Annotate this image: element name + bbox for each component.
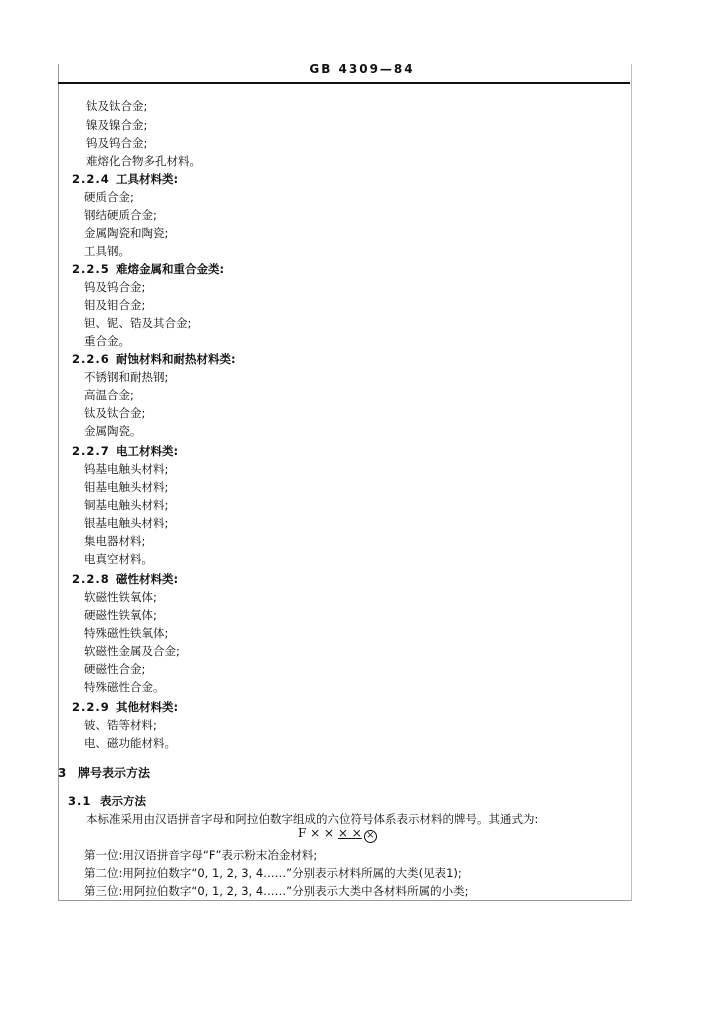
list-item: 工具钢。 [84,244,130,258]
list-item: 钛及钛合金; [84,406,146,420]
section-title: 耐蚀材料和耐热材料类: [116,352,236,366]
section-title: 其他材料类: [116,700,179,714]
list-item: 软磁性铁氧体; [84,590,157,604]
circled-x-symbol: × [364,830,377,843]
standard-number: GB 4309—84 [309,62,415,76]
list-item: 特殊磁性合金。 [84,680,165,694]
position-rule: 第三位:用阿拉伯数字“0, 1, 2, 3, 4……”分别表示大类中各材料所属的小类; [84,884,469,898]
list-item: 银基电触头材料; [84,516,169,530]
list-item: 钨及钨合金; [86,136,148,150]
section-number: 2.2.6 [72,352,110,366]
list-item: 铍、锆等材料; [84,718,157,732]
list-item: 不锈钢和耐热钢; [84,370,169,384]
position-rule: 第一位:用汉语拼音字母“F”表示粉末冶金材料; [84,848,318,862]
section-heading [72,442,178,460]
list-item: 钽、铌、锆及其合金; [84,316,192,330]
list-item: 重合金。 [84,334,130,348]
list-item: 钼及钼合金; [84,298,146,312]
formula-underlined: × × [337,826,362,840]
list-item: 钨基电触头材料; [84,462,169,476]
list-item: 高温合金; [84,388,134,402]
list-item: 硬磁性合金; [84,662,146,676]
chapter-title: 牌号表示方法 [78,766,151,780]
section-heading [72,698,178,716]
formula-lead: F × × [298,826,338,840]
list-item: 难熔化合物多孔材料。 [86,154,201,168]
section-number: 2.2.7 [72,444,110,458]
chapter-number: 3 [58,766,67,780]
section-heading [72,260,224,278]
section-heading [72,170,178,188]
list-item: 电真空材料。 [84,552,153,566]
section-title: 工具材料类: [116,172,179,186]
position-rule: 第二位:用阿拉伯数字“0, 1, 2, 3, 4……”分别表示材料所属的大类(见表1); [84,866,462,880]
section-heading [68,792,146,810]
section-number: 2.2.8 [72,572,110,586]
section-number: 2.2.9 [72,700,110,714]
section-number: 2.2.5 [72,262,110,276]
section-number: 3.1 [68,794,92,808]
list-item: 钼基电触头材料; [84,480,169,494]
list-item: 镍及镍合金; [86,118,148,132]
list-item: 特殊磁性铁氧体; [84,626,169,640]
chapter-heading [58,764,150,782]
section-title: 表示方法 [100,794,146,808]
list-item: 金属陶瓷。 [84,424,142,438]
section-title: 电工材料类: [116,444,179,458]
section-title: 磁性材料类: [116,572,179,586]
list-item: 集电器材料; [84,534,146,548]
section-heading [72,350,236,368]
header-rule [58,82,630,84]
list-item: 铜基电触头材料; [84,498,169,512]
list-item: 电、磁功能材料。 [84,736,176,750]
list-item: 钛及钛合金; [86,99,148,113]
list-item: 软磁性金属及合金; [84,644,180,658]
list-item: 硬磁性铁氧体; [84,608,157,622]
section-heading [72,570,178,588]
list-item: 硬质合金; [84,190,134,204]
list-item: 钢结硬质合金; [84,208,157,222]
paragraph: 本标准采用由汉语拼音字母和阿拉伯数字组成的六位符号体系表示材料的牌号。其通式为: [86,812,539,826]
grade-formula [298,826,377,843]
section-number: 2.2.4 [72,172,110,186]
section-title: 难熔金属和重合金类: [116,262,225,276]
list-item: 钨及钨合金; [84,280,146,294]
list-item: 金属陶瓷和陶瓷; [84,226,169,240]
